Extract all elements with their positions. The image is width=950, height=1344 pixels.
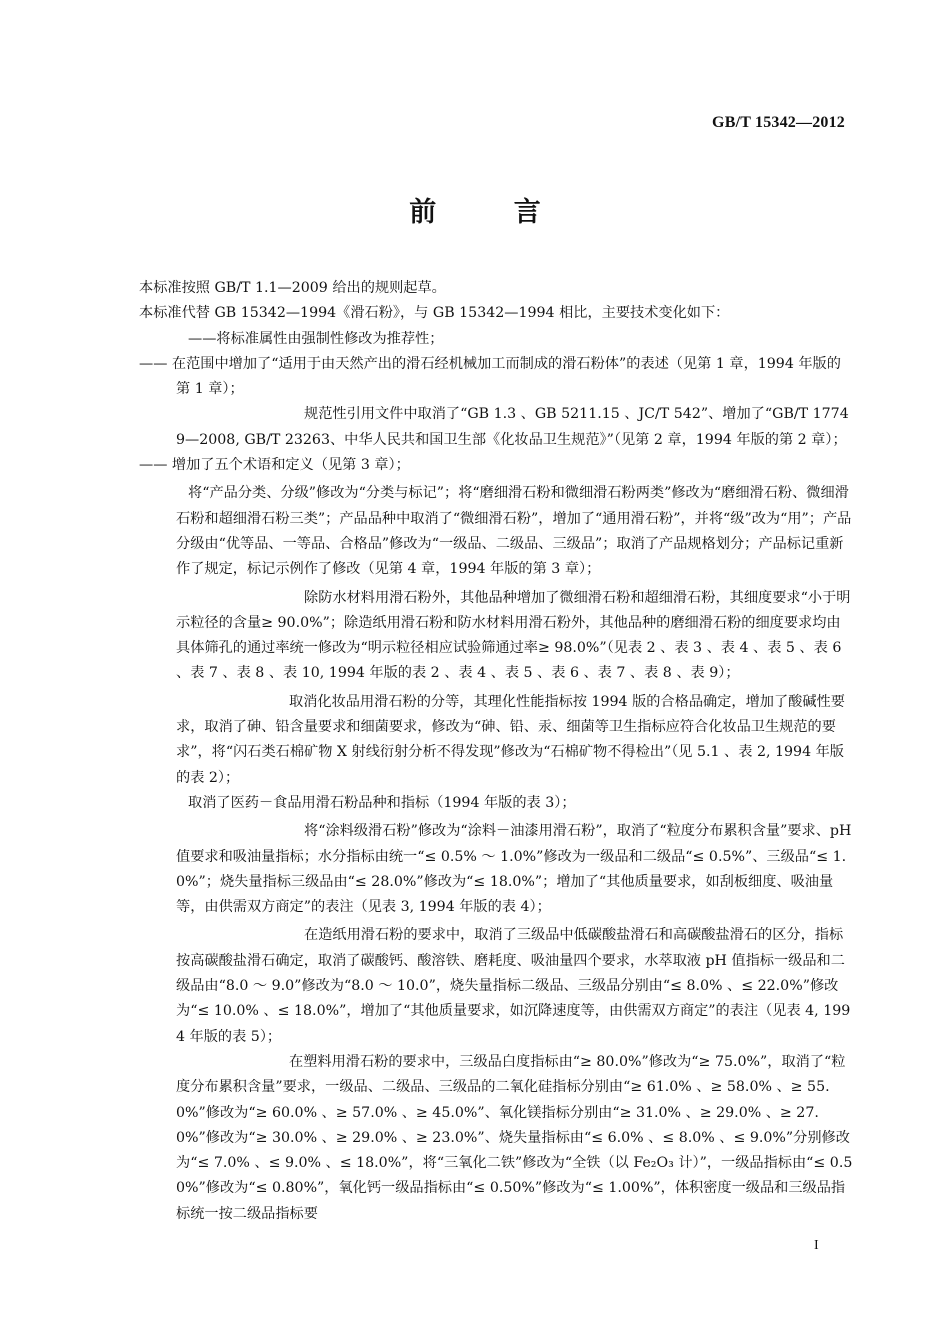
change-item-cosmetic-talc: 取消化妆品用滑石粉的分等，其理化性能指标按 1994 版的合格品确定，增加了酸碱性要求，取消了砷、铅含量要求和细菌要求，修改为“砷、铅、汞、细菌等卫生指标应符合化妆品卫生规范的要求”，将“闪石类石棉矿物 X 射线衍射分析不得发现”修改为“石棉矿物不得检出”（见 5.1 、表 2, 1994 年版的表 2）； xyxy=(176,693,845,786)
change-item-fineness: 除防水材料用滑石粉外，其他品种增加了微细滑石粉和超细滑石粉，其细度要求“小于明示粒径的含量≥ 90.0%”；除造纸用滑石粉和防水材料用滑石粉外，其他品种的磨细滑石粉的细度要求均由具体筛孔的通过率统一修改为“明示粒径相应试验筛通过率≥ 98.0%”（见表 2 、表 3 、表 4 、表 5 、表 6 、表 7 、表 8 、表 10, 1994 年版的表 2 、表 4 、表 5 、表 6 、表 7 、表 8 、表 9）； xyxy=(176,589,851,682)
change-item-plastic-talc: 在塑料用滑石粉的要求中，三级品白度指标由“≥ 80.0%”修改为“≥ 75.0%”，取消了“粒度分布累积含量”要求，一级品、二级品、三级品的二氧化硅指标分别由“≥ 61.0% 、≥ 58.0% 、≥ 55.0%”修改为“≥ 60.0% 、≥ 57.0% 、≥ 45.0%”、氧化镁指标分别由“≥ 31.0% 、≥ 29.0% 、≥ 27.0%”修改为“≥ 30.0% 、≥ 29.0% 、≥ 23.0%”、烧失量指标由“≤ 6.0% 、≤ 8.0% 、≤ 9.0%”分别修改为“≤ 7.0% 、≤ 9.0% 、≤ 18.0%”，将“三氧化二铁”修改为“全铁（以 Fe₂O₃ 计）”，一级品指标由“≤ 0.50%”修改为“≤ 0.80%”，氧化钙一级品指标由“≤ 0.50%”修改为“≤ 1.00%”，体积密度一级品和三级品指标统一按二级品指标要 xyxy=(176,1053,853,1222)
change-item-paper-talc: 在造纸用滑石粉的要求中，取消了三级品中低碳酸盐滑石和高碳酸盐滑石的区分，指标按高碳酸盐滑石确定，取消了碳酸钙、酸溶铁、磨耗度、吸油量四个要求，水萃取液 pH 值指标一级品和二级品由“8.0 ～ 9.0”修改为“8.0 ～ 10.0”，烧失量指标二级品、三级品分别由“≤ 8.0% 、≤ 22.0%”修改为“≤ 10.0% 、≤ 18.0%”，增加了“其他质量要求，如沉降速度等，由供需双方商定”的表注（见表 4, 1994 年版的表 5）； xyxy=(176,927,851,1045)
page-number: I xyxy=(814,1238,819,1253)
standard-code: GB/T 15342—2012 xyxy=(712,114,845,131)
page-title: 前 言 xyxy=(409,197,575,228)
change-item-medical-food-talc: 取消了医药－食品用滑石粉品种和指标（1994 年版的表 3）； xyxy=(188,794,576,811)
change-item-normative-references: 规范性引用文件中取消了“GB 1.3 、GB 5211.15 、JC/T 542”、增加了“GB/T 17749—2008, GB/T 23263、中华人民共和国卫生部《化妆品卫生规范》”（见第 2 章，1994 年版的第 2 章）； xyxy=(176,406,849,448)
change-item-scope: —— 在范围中增加了“适用于由天然产出的滑石经机械加工而制成的滑石粉体”的表述（见第 1 章，1994 年版的第 1 章）； xyxy=(139,355,841,398)
paragraph-drafting-rule: 本标准按照 GB/T 1.1—2009 给出的规则起草。 xyxy=(139,280,446,296)
change-item-terms-definitions: —— 增加了五个术语和定义（见第 3 章）； xyxy=(139,457,410,474)
change-item-coating-talc: 将“涂料级滑石粉”修改为“涂料－油漆用滑石粉”，取消了“粒度分布累积含量”要求、pH 值要求和吸油量指标；水分指标由统一“≤ 0.5% ～ 1.0%”修改为一级品和二级品“≤ 0.5%”、三级品“≤ 1.0%”；烧失量指标三级品由“≤ 28.0%”修改为“≤ 18.0%”；增加了“其他质量要求，如刮板细度、吸油量等，由供需双方商定”的表注（见表 3, 1994 年版的表 4）； xyxy=(176,823,852,916)
change-item-standard-attribute: ——将标准属性由强制性修改为推荐性； xyxy=(188,330,444,347)
change-item-classification: 将“产品分类、分级”修改为“分类与标记”；将“磨细滑石粉和微细滑石粉两类”修改为“磨细滑石粉、微细滑石粉和超细滑石粉三类”；产品品种中取消了“微细滑石粉”，增加了“通用滑石粉”，并将“级”改为“用”；产品分级由“优等品、一等品、合格品”修改为“一级品、二级品、三级品”；取消了产品规格划分；产品标记重新作了规定，标记示例作了修改（见第 4 章，1994 年版的第 3 章）； xyxy=(176,485,852,578)
document-body xyxy=(139,276,854,1227)
paragraph-replacement-statement: 本标准代替 GB 15342—1994《滑石粉》，与 GB 15342—1994 相比，主要技术变化如下： xyxy=(139,305,730,322)
